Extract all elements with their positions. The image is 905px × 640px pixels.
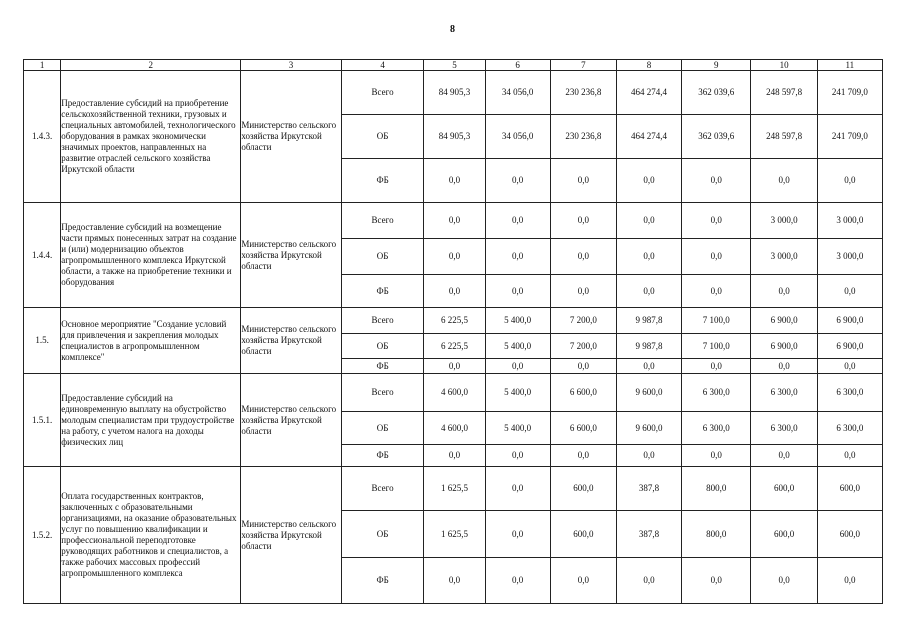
value-cell: 6 900,0 [817, 308, 882, 334]
funding-type: ФБ [341, 445, 424, 467]
row-ministry: Министерство сельского хозяйства Иркутской области [241, 203, 341, 308]
value-cell: 600,0 [751, 511, 817, 558]
value-cell: 0,0 [550, 558, 616, 604]
value-cell: 0,0 [485, 445, 550, 467]
value-cell: 9 987,8 [616, 334, 681, 359]
value-cell: 0,0 [424, 203, 485, 239]
value-cell: 0,0 [424, 445, 485, 467]
value-cell: 0,0 [616, 239, 681, 275]
value-cell: 5 400,0 [485, 412, 550, 445]
value-cell: 6 225,5 [424, 334, 485, 359]
value-cell: 84 905,3 [424, 71, 485, 115]
column-header: 1 [24, 60, 61, 71]
column-header: 6 [485, 60, 550, 71]
value-cell: 0,0 [424, 275, 485, 308]
value-cell: 0,0 [751, 558, 817, 604]
value-cell: 0,0 [682, 239, 751, 275]
row-ministry: Министерство сельского хозяйства Иркутской области [241, 467, 341, 604]
column-header: 3 [241, 60, 341, 71]
value-cell: 3 000,0 [817, 203, 882, 239]
row-name: Предоставление субсидий на приобретение сельскохозяйственной техники, грузовых и специальных автомобилей, технологического оборудования в рамках экономически значимых проектов, направленных на развитие отраслей сельского хозяйства Иркутской области [61, 71, 241, 203]
table-row [24, 203, 883, 239]
value-cell: 0,0 [424, 239, 485, 275]
header-row [24, 60, 883, 71]
value-cell: 0,0 [550, 275, 616, 308]
value-cell: 464 274,4 [616, 71, 681, 115]
value-cell: 0,0 [751, 275, 817, 308]
value-cell: 600,0 [817, 467, 882, 511]
row-name: Основное мероприятие "Создание условий для привлечения и закрепления молодых специалистов в агропромышленном комплексе" [61, 308, 241, 374]
value-cell: 0,0 [550, 239, 616, 275]
value-cell: 9 600,0 [616, 374, 681, 412]
funding-type: ОБ [341, 511, 424, 558]
value-cell: 600,0 [817, 511, 882, 558]
funding-type: ОБ [341, 239, 424, 275]
column-header: 8 [616, 60, 681, 71]
value-cell: 3 000,0 [751, 239, 817, 275]
value-cell: 0,0 [817, 275, 882, 308]
table-row [24, 71, 883, 115]
row-name: Предоставление субсидий на единовременную выплату на обустройство молодым специалистам при трудоустройстве на работу, с учетом налога на доходы физических лиц [61, 374, 241, 467]
value-cell: 0,0 [616, 275, 681, 308]
column-header: 5 [424, 60, 485, 71]
value-cell: 600,0 [751, 467, 817, 511]
value-cell: 0,0 [550, 445, 616, 467]
value-cell: 5 400,0 [485, 334, 550, 359]
column-header: 9 [682, 60, 751, 71]
value-cell: 6 900,0 [751, 334, 817, 359]
value-cell: 800,0 [682, 511, 751, 558]
value-cell: 800,0 [682, 467, 751, 511]
table-row [24, 374, 883, 412]
row-code: 1.5. [24, 308, 61, 374]
funding-type: ФБ [341, 359, 424, 374]
value-cell: 0,0 [682, 159, 751, 203]
value-cell: 6 300,0 [682, 412, 751, 445]
value-cell: 241 709,0 [817, 115, 882, 159]
value-cell: 0,0 [817, 445, 882, 467]
row-code: 1.4.4. [24, 203, 61, 308]
value-cell: 5 400,0 [485, 308, 550, 334]
row-ministry: Министерство сельского хозяйства Иркутской области [241, 374, 341, 467]
value-cell: 6 300,0 [817, 374, 882, 412]
value-cell: 3 000,0 [817, 239, 882, 275]
value-cell: 0,0 [485, 511, 550, 558]
funding-type: ОБ [341, 334, 424, 359]
value-cell: 7 100,0 [682, 334, 751, 359]
value-cell: 0,0 [550, 159, 616, 203]
column-header: 11 [817, 60, 882, 71]
row-name: Предоставление субсидий на возмещение части прямых понесенных затрат на создание и (или) модернизацию объектов агропромышленного комплекса Иркутской области, а также на приобретение техники и оборудования [61, 203, 241, 308]
funding-type: ФБ [341, 275, 424, 308]
value-cell: 0,0 [817, 159, 882, 203]
budget-table [23, 59, 883, 604]
value-cell: 0,0 [616, 203, 681, 239]
value-cell: 4 600,0 [424, 412, 485, 445]
funding-type: Всего [341, 374, 424, 412]
value-cell: 0,0 [682, 359, 751, 374]
value-cell: 9 600,0 [616, 412, 681, 445]
value-cell: 6 600,0 [550, 412, 616, 445]
value-cell: 600,0 [550, 467, 616, 511]
value-cell: 0,0 [424, 359, 485, 374]
value-cell: 6 900,0 [817, 334, 882, 359]
value-cell: 362 039,6 [682, 115, 751, 159]
value-cell: 0,0 [485, 359, 550, 374]
value-cell: 0,0 [485, 467, 550, 511]
value-cell: 0,0 [616, 159, 681, 203]
value-cell: 0,0 [550, 359, 616, 374]
value-cell: 0,0 [485, 239, 550, 275]
value-cell: 7 100,0 [682, 308, 751, 334]
value-cell: 0,0 [817, 558, 882, 604]
value-cell: 0,0 [616, 445, 681, 467]
funding-type: ФБ [341, 159, 424, 203]
value-cell: 241 709,0 [817, 71, 882, 115]
column-header: 2 [61, 60, 241, 71]
value-cell: 248 597,8 [751, 71, 817, 115]
funding-type: Всего [341, 467, 424, 511]
value-cell: 34 056,0 [485, 71, 550, 115]
row-code: 1.4.3. [24, 71, 61, 203]
value-cell: 0,0 [751, 359, 817, 374]
value-cell: 0,0 [682, 203, 751, 239]
value-cell: 0,0 [817, 359, 882, 374]
value-cell: 387,8 [616, 511, 681, 558]
value-cell: 1 625,5 [424, 511, 485, 558]
value-cell: 0,0 [424, 159, 485, 203]
column-header: 10 [751, 60, 817, 71]
funding-type: ОБ [341, 412, 424, 445]
value-cell: 464 274,4 [616, 115, 681, 159]
value-cell: 1 625,5 [424, 467, 485, 511]
value-cell: 0,0 [751, 445, 817, 467]
value-cell: 0,0 [485, 159, 550, 203]
row-ministry: Министерство сельского хозяйства Иркутской области [241, 71, 341, 203]
value-cell: 6 300,0 [751, 374, 817, 412]
value-cell: 0,0 [485, 203, 550, 239]
value-cell: 6 300,0 [682, 374, 751, 412]
value-cell: 6 900,0 [751, 308, 817, 334]
value-cell: 0,0 [682, 558, 751, 604]
value-cell: 0,0 [485, 558, 550, 604]
funding-type: Всего [341, 308, 424, 334]
funding-type: Всего [341, 71, 424, 115]
row-code: 1.5.1. [24, 374, 61, 467]
value-cell: 9 987,8 [616, 308, 681, 334]
value-cell: 5 400,0 [485, 374, 550, 412]
funding-type: ОБ [341, 115, 424, 159]
value-cell: 230 236,8 [550, 71, 616, 115]
value-cell: 7 200,0 [550, 334, 616, 359]
page-number: 8 [450, 24, 455, 35]
row-ministry: Министерство сельского хозяйства Иркутской области [241, 308, 341, 374]
value-cell: 387,8 [616, 467, 681, 511]
value-cell: 3 000,0 [751, 203, 817, 239]
value-cell: 0,0 [550, 203, 616, 239]
value-cell: 0,0 [751, 159, 817, 203]
column-header: 4 [341, 60, 424, 71]
funding-type: ФБ [341, 558, 424, 604]
value-cell: 4 600,0 [424, 374, 485, 412]
table-row [24, 308, 883, 334]
value-cell: 0,0 [682, 445, 751, 467]
value-cell: 6 300,0 [817, 412, 882, 445]
value-cell: 362 039,6 [682, 71, 751, 115]
value-cell: 34 056,0 [485, 115, 550, 159]
value-cell: 0,0 [616, 359, 681, 374]
value-cell: 248 597,8 [751, 115, 817, 159]
value-cell: 6 600,0 [550, 374, 616, 412]
column-header: 7 [550, 60, 616, 71]
table-row [24, 467, 883, 511]
value-cell: 600,0 [550, 511, 616, 558]
funding-type: Всего [341, 203, 424, 239]
value-cell: 0,0 [424, 558, 485, 604]
row-name: Оплата государственных контрактов, заключенных с образовательными организациями, на оказание образовательных услуг по повышению квалификации и профессиональной переподготовке руководящих работников и специалистов, а также рабочих массовых профессий агропромышленного комплекса [61, 467, 241, 604]
row-code: 1.5.2. [24, 467, 61, 604]
value-cell: 0,0 [485, 275, 550, 308]
value-cell: 0,0 [616, 558, 681, 604]
value-cell: 230 236,8 [550, 115, 616, 159]
value-cell: 84 905,3 [424, 115, 485, 159]
value-cell: 0,0 [682, 275, 751, 308]
value-cell: 6 225,5 [424, 308, 485, 334]
value-cell: 7 200,0 [550, 308, 616, 334]
value-cell: 6 300,0 [751, 412, 817, 445]
